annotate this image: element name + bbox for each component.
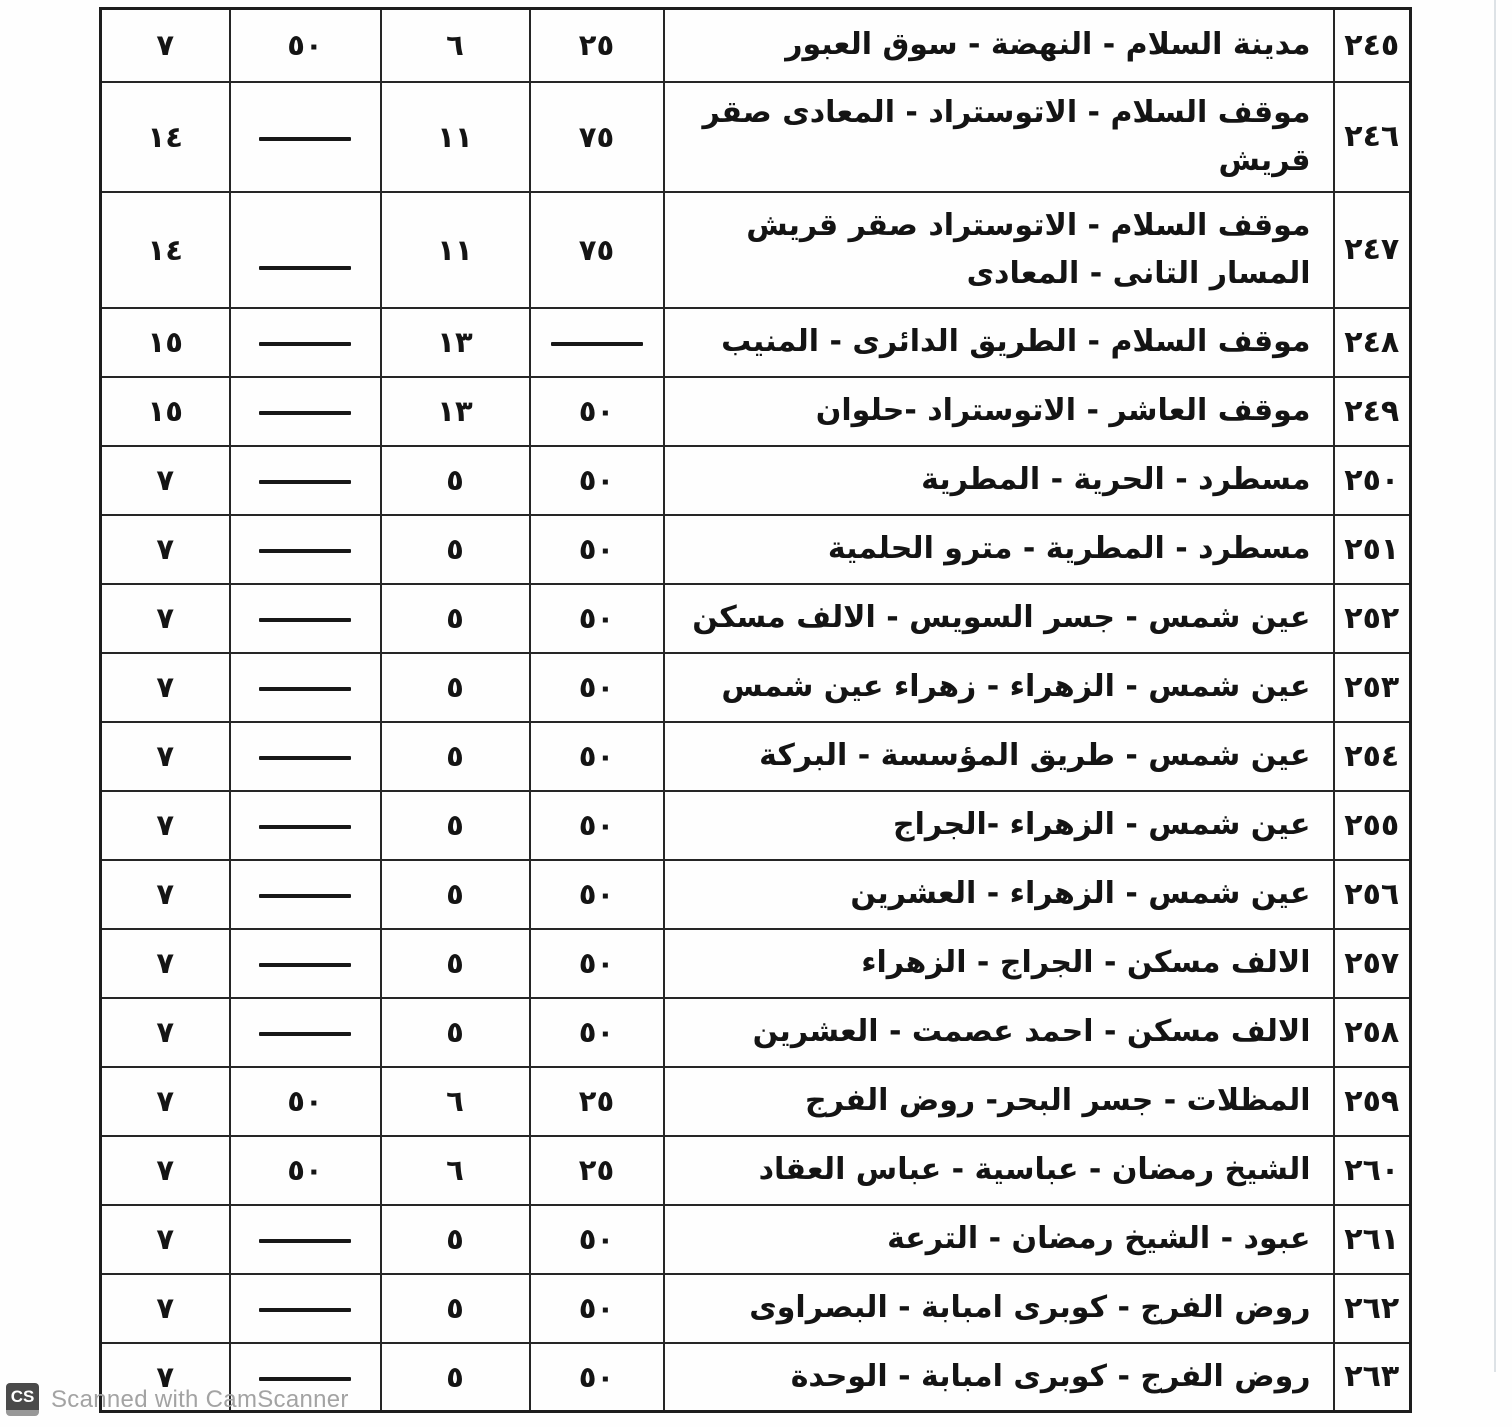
route-name-cell: موقف السلام - الطريق الدائرى - المنيب xyxy=(664,308,1334,377)
value-cell-1: ٥٠ xyxy=(530,1343,664,1412)
route-number-cell: ٢٥٧ xyxy=(1334,929,1411,998)
table-row xyxy=(101,791,1411,860)
route-number-cell: ٢٥١ xyxy=(1334,515,1411,584)
route-number-cell: ٢٦٢ xyxy=(1334,1274,1411,1343)
value-cell-4: ٧ xyxy=(101,791,230,860)
value-cell-2: ٥ xyxy=(381,998,530,1067)
route-number-cell: ٢٥٨ xyxy=(1334,998,1411,1067)
table-row xyxy=(101,998,1411,1067)
value-cell-2: ٦ xyxy=(381,1136,530,1205)
value-cell-2: ٦ xyxy=(381,9,530,82)
route-name-cell: مسطرد - الحرية - المطرية xyxy=(664,446,1334,515)
value-cell-4: ٧ xyxy=(101,929,230,998)
value-cell-3 xyxy=(230,929,381,998)
dash-mark xyxy=(259,1377,351,1381)
table-row xyxy=(101,82,1411,192)
value-cell-2: ٥ xyxy=(381,860,530,929)
table-row xyxy=(101,377,1411,446)
value-cell-4: ٧ xyxy=(101,1205,230,1274)
value-cell-3 xyxy=(230,584,381,653)
value-cell-3 xyxy=(230,998,381,1067)
route-number-cell: ٢٦٠ xyxy=(1334,1136,1411,1205)
value-cell-1 xyxy=(530,308,664,377)
value-cell-3 xyxy=(230,82,381,192)
route-number-cell: ٢٤٩ xyxy=(1334,377,1411,446)
value-cell-2: ٥ xyxy=(381,791,530,860)
dash-mark xyxy=(259,1239,351,1243)
route-number-cell: ٢٤٧ xyxy=(1334,192,1411,308)
table-row xyxy=(101,1274,1411,1343)
value-cell-4: ١٥ xyxy=(101,377,230,446)
value-cell-1: ٢٥ xyxy=(530,9,664,82)
value-cell-1: ٥٠ xyxy=(530,1205,664,1274)
value-cell-4: ٧ xyxy=(101,584,230,653)
dash-mark xyxy=(259,137,351,141)
value-cell-3 xyxy=(230,722,381,791)
route-number-cell: ٢٥٦ xyxy=(1334,860,1411,929)
dash-mark xyxy=(259,756,351,760)
table-row xyxy=(101,192,1411,308)
route-name-cell: عين شمس - الزهراء - زهراء عين شمس xyxy=(664,653,1334,722)
value-cell-1: ٧٥ xyxy=(530,192,664,308)
value-cell-3 xyxy=(230,308,381,377)
value-cell-4: ٧ xyxy=(101,722,230,791)
value-cell-1: ٥٠ xyxy=(530,377,664,446)
dash-mark xyxy=(259,1032,351,1036)
value-cell-3: ٥٠ xyxy=(230,1136,381,1205)
dash-mark xyxy=(259,342,351,346)
route-number-cell: ٢٥٣ xyxy=(1334,653,1411,722)
value-cell-1: ٥٠ xyxy=(530,929,664,998)
route-name-cell: عبود - الشيخ رمضان - الترعة xyxy=(664,1205,1334,1274)
route-number-cell: ٢٤٨ xyxy=(1334,308,1411,377)
camscanner-footer xyxy=(6,1383,349,1416)
table-row xyxy=(101,1136,1411,1205)
route-number-cell: ٢٦١ xyxy=(1334,1205,1411,1274)
value-cell-3 xyxy=(230,192,381,308)
value-cell-4: ١٤ xyxy=(101,82,230,192)
route-name-cell: الشيخ رمضان - عباسية - عباس العقاد xyxy=(664,1136,1334,1205)
dash-mark xyxy=(259,480,351,484)
route-name-cell: روض الفرج - كوبرى امبابة - الوحدة xyxy=(664,1343,1334,1412)
table-row xyxy=(101,929,1411,998)
dash-mark xyxy=(259,411,351,415)
value-cell-4: ٧ xyxy=(101,446,230,515)
value-cell-3 xyxy=(230,1205,381,1274)
table-row xyxy=(101,860,1411,929)
value-cell-2: ٥ xyxy=(381,584,530,653)
dash-mark xyxy=(259,1308,351,1312)
value-cell-2: ٦ xyxy=(381,1067,530,1136)
dash-mark xyxy=(259,618,351,622)
value-cell-3 xyxy=(230,791,381,860)
route-number-cell: ٢٥٠ xyxy=(1334,446,1411,515)
table-row xyxy=(101,446,1411,515)
value-cell-1: ٧٥ xyxy=(530,82,664,192)
route-name-cell: عين شمس - الزهراء - العشرين xyxy=(664,860,1334,929)
table-row xyxy=(101,584,1411,653)
value-cell-2: ٥ xyxy=(381,515,530,584)
route-number-cell: ٢٤٥ xyxy=(1334,9,1411,82)
value-cell-2: ١٣ xyxy=(381,377,530,446)
route-number-cell: ٢٥٩ xyxy=(1334,1067,1411,1136)
dash-mark xyxy=(259,687,351,691)
value-cell-1: ٢٥ xyxy=(530,1136,664,1205)
value-cell-4: ٧ xyxy=(101,1067,230,1136)
value-cell-2: ٥ xyxy=(381,446,530,515)
route-number-cell: ٢٤٦ xyxy=(1334,82,1411,192)
value-cell-2: ٥ xyxy=(381,1274,530,1343)
value-cell-3 xyxy=(230,446,381,515)
value-cell-4: ٧ xyxy=(101,653,230,722)
value-cell-3: ٥٠ xyxy=(230,9,381,82)
value-cell-1: ٥٠ xyxy=(530,515,664,584)
value-cell-1: ٥٠ xyxy=(530,722,664,791)
table-row xyxy=(101,1205,1411,1274)
value-cell-3 xyxy=(230,1274,381,1343)
route-number-cell: ٢٥٢ xyxy=(1334,584,1411,653)
value-cell-4: ٧ xyxy=(101,1274,230,1343)
value-cell-2: ١١ xyxy=(381,192,530,308)
table-row xyxy=(101,653,1411,722)
route-name-cell: مدينة السلام - النهضة - سوق العبور xyxy=(664,9,1334,82)
route-name-cell: الالف مسكن - الجراج - الزهراء xyxy=(664,929,1334,998)
table-row xyxy=(101,722,1411,791)
table-row xyxy=(101,515,1411,584)
route-number-cell: ٢٥٤ xyxy=(1334,722,1411,791)
value-cell-1: ٥٠ xyxy=(530,446,664,515)
value-cell-1: ٥٠ xyxy=(530,860,664,929)
route-name-cell: المظلات - جسر البحر- روض الفرج xyxy=(664,1067,1334,1136)
table-row xyxy=(101,1067,1411,1136)
value-cell-2: ٥ xyxy=(381,653,530,722)
value-cell-3: ٥٠ xyxy=(230,1067,381,1136)
value-cell-2: ٥ xyxy=(381,1343,530,1412)
route-name-cell: موقف السلام - الاتوستراد صقر قريش المسار التانى - المعادى xyxy=(664,192,1334,308)
value-cell-2: ١٣ xyxy=(381,308,530,377)
value-cell-2: ٥ xyxy=(381,1205,530,1274)
route-number-cell: ٢٥٥ xyxy=(1334,791,1411,860)
value-cell-4: ١٤ xyxy=(101,192,230,308)
value-cell-4: ٧ xyxy=(101,998,230,1067)
dash-mark xyxy=(259,825,351,829)
value-cell-4: ١٥ xyxy=(101,308,230,377)
route-number-cell: ٢٦٣ xyxy=(1334,1343,1411,1412)
value-cell-1: ٥٠ xyxy=(530,1274,664,1343)
value-cell-3 xyxy=(230,377,381,446)
table-row xyxy=(101,9,1411,82)
value-cell-4: ٧ xyxy=(101,1136,230,1205)
value-cell-1: ٥٠ xyxy=(530,791,664,860)
value-cell-1: ٥٠ xyxy=(530,584,664,653)
dash-mark xyxy=(259,266,351,270)
value-cell-1: ٥٠ xyxy=(530,653,664,722)
table-row xyxy=(101,308,1411,377)
camscanner-icon: CS xyxy=(6,1383,39,1416)
route-name-cell: موقف السلام - الاتوستراد - المعادى صقر قريش xyxy=(664,82,1334,192)
dash-mark xyxy=(259,894,351,898)
route-name-cell: عين شمس - جسر السويس - الالف مسكن xyxy=(664,584,1334,653)
value-cell-3 xyxy=(230,515,381,584)
camscanner-caption: Scanned with CamScanner xyxy=(51,1385,349,1413)
route-name-cell: الالف مسكن - احمد عصمت - العشرين xyxy=(664,998,1334,1067)
dash-mark xyxy=(259,549,351,553)
route-name-cell: مسطرد - المطرية - مترو الحلمية xyxy=(664,515,1334,584)
dash-mark xyxy=(259,963,351,967)
route-table-body xyxy=(101,9,1411,1412)
value-cell-4: ٧ xyxy=(101,860,230,929)
value-cell-3 xyxy=(230,653,381,722)
value-cell-1: ٢٥ xyxy=(530,1067,664,1136)
route-name-cell: روض الفرج - كوبرى امبابة - البصراوى xyxy=(664,1274,1334,1343)
value-cell-4: ٧ xyxy=(101,9,230,82)
route-name-cell: موقف العاشر - الاتوستراد -حلوان xyxy=(664,377,1334,446)
value-cell-4: ٧ xyxy=(101,515,230,584)
route-name-cell: عين شمس - طريق المؤسسة - البركة xyxy=(664,722,1334,791)
paper-edge-line xyxy=(1494,0,1496,1372)
value-cell-4: ٧ xyxy=(101,1343,230,1412)
value-cell-1: ٥٠ xyxy=(530,998,664,1067)
value-cell-2: ٥ xyxy=(381,722,530,791)
route-name-cell: عين شمس - الزهراء -الجراج xyxy=(664,791,1334,860)
value-cell-2: ٥ xyxy=(381,929,530,998)
dash-mark xyxy=(551,342,643,346)
value-cell-2: ١١ xyxy=(381,82,530,192)
bus-routes-table xyxy=(99,7,1412,1413)
value-cell-3 xyxy=(230,860,381,929)
